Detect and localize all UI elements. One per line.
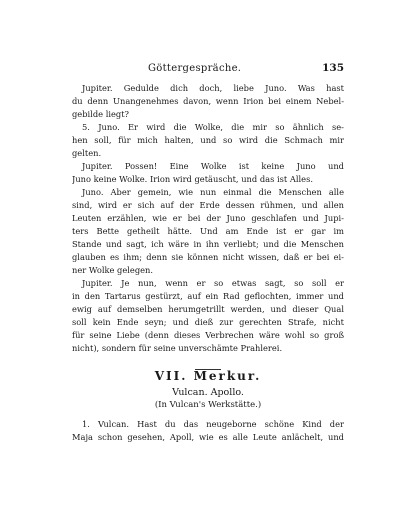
text-line: Jupiter. Je nun, wenn er so etwas sagt, so soll er (82, 278, 344, 288)
text-line: in den Tartarus gestürzt, auf ein Rad geflochten, immer und (72, 291, 344, 301)
text-line: hen soll, für mich halten, und so wird die Schmach mir (72, 135, 344, 145)
text-line: soll kein Ende seyn; und dieß zur gerechten Strafe, nicht (72, 317, 344, 327)
text-line: für seine Liebe (denn dieses Verbrechen wäre wohl so groß (72, 330, 344, 340)
text-line: Juno. Aber gemein, wie nun einmal die Menschen alle (82, 187, 344, 197)
section-location: (In Vulcan's Werkstätte.) (154, 400, 262, 410)
text-line: ters Bette getheilt hätte. Und am Ende ist er gar im (72, 226, 344, 236)
text-line: Maja schon gesehen, Apoll, wie es alle Leute anlächelt, und (72, 432, 344, 442)
text-line: Jupiter. Gedulde dich doch, liebe Juno. Was hast (82, 83, 344, 93)
text-line: du denn Unangenehmes davon, wenn Irion bei einem Nebel- (72, 96, 344, 106)
text-line: 5. Juno. Er wird die Wolke, die mir so ähnlich se- (82, 122, 344, 132)
text-line: 1. Vulcan. Hast du das neugeborne schöne Kind der (82, 419, 344, 429)
running-title: Göttergespräche. (148, 63, 242, 74)
dialogue-text (72, 82, 344, 355)
text-line: nicht), sondern für seine unverschämte Prahlerei. (72, 343, 283, 353)
book-page (72, 62, 344, 444)
text-line: Juno keine Wolke. Irion wird getäuscht, und das ist Alles. (72, 174, 313, 184)
text-line: sind, wird er sich auf der Erde dessen rühmen, und allen (72, 200, 344, 210)
running-header (72, 62, 344, 78)
text-line: gelten. (72, 148, 102, 158)
dialogue-text-2 (72, 418, 344, 444)
text-line: Jupiter. Possen! Eine Wolke ist keine Juno und (82, 161, 344, 171)
text-line: Stande und sagt, ich wäre in ihn verliebt; und die Menschen (72, 239, 344, 249)
section-subtitle: Vulcan. Apollo. (172, 387, 244, 398)
text-line: ner Wolke gelegen. (72, 265, 154, 275)
section-title: VII. Merkur. (154, 369, 262, 383)
page-number: 135 (322, 62, 344, 74)
text-line: Leuten erzählen, wie er bei der Juno geschlafen und Jupi- (72, 213, 344, 223)
text-line: glauben es ihm; denn sie können nicht wissen, daß er bei ei- (72, 252, 344, 262)
text-line: ewig auf demselben herumgetrillt werden, und dieser Qual (72, 304, 344, 314)
text-line: gebilde liegt? (72, 109, 130, 119)
section-heading (72, 369, 344, 412)
